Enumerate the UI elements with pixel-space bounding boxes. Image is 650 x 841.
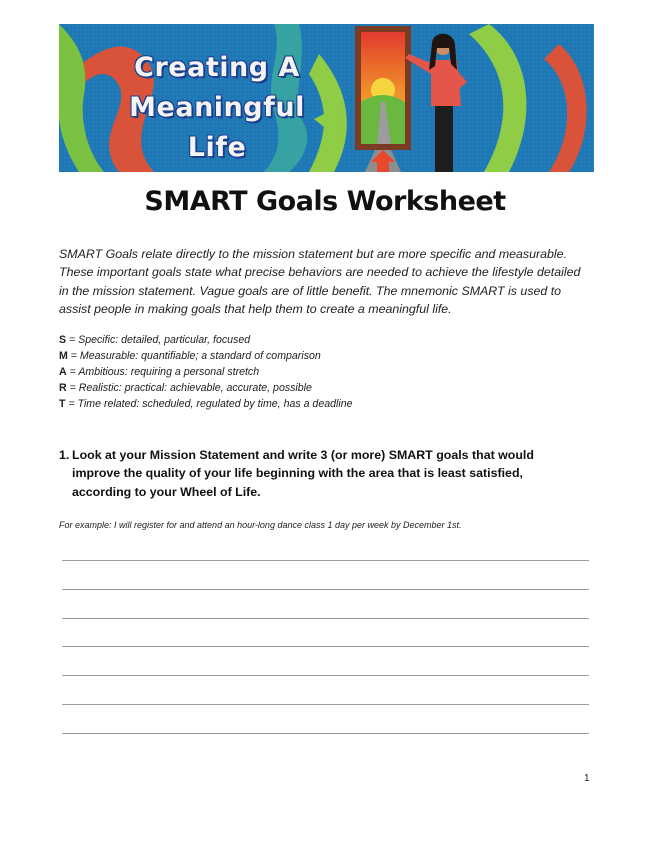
answer-line-5[interactable] (62, 675, 589, 676)
answer-line-6[interactable] (62, 704, 589, 705)
smart-letter: A (59, 366, 67, 378)
smart-item-m (59, 348, 599, 364)
intro-paragraph: SMART Goals relate directly to the mission statement but are more specific and measurable. These important goals state what precise behaviors are needed to achieve the lifestyle detailed in the mission statement. Vague goals are of little benefit. The mnemonic SMART is used to assist people in making goals that help them to create a meaningful life. (59, 247, 581, 316)
banner-title-line1: Creating A (134, 52, 300, 83)
smart-text: = Time related: scheduled, regulated by time, has a deadline (68, 398, 353, 410)
answer-line-2[interactable] (62, 589, 589, 590)
smart-text: = Ambitious: requiring a personal stretch (69, 366, 260, 378)
smart-definitions (59, 332, 599, 412)
smart-item-t (59, 396, 599, 412)
header-banner (59, 24, 594, 172)
smart-item-r (59, 380, 599, 396)
answer-lines (62, 560, 589, 762)
banner-title (97, 48, 337, 168)
woman-legs (435, 104, 453, 172)
smart-letter: M (59, 350, 68, 362)
smart-item-s (59, 332, 599, 348)
answer-line-1[interactable] (62, 560, 589, 561)
smart-text: = Realistic: practical: achievable, accurate, possible (69, 382, 312, 394)
page-title: SMART Goals Worksheet (144, 186, 506, 217)
question-1 (59, 446, 579, 501)
smart-item-a (59, 364, 599, 380)
smart-letter: S (59, 334, 67, 346)
smart-text: = Measurable: quantifiable; a standard of comparison (70, 350, 321, 362)
example-text: For example: I will register for and attend an hour-long dance class 1 day per week by December 1st. (59, 520, 462, 530)
page-number: 1 (584, 773, 590, 784)
smart-text: = Specific: detailed, particular, focused (69, 334, 251, 346)
answer-line-7[interactable] (62, 733, 589, 734)
answer-line-3[interactable] (62, 618, 589, 619)
answer-line-4[interactable] (62, 646, 589, 647)
smart-letter: R (59, 382, 67, 394)
question-text: Look at your Mission Statement and write 3 (or more) SMART goals that would improve the quality of your life beginning with the area that is least satisfied, according to your Wheel of Life. (72, 448, 534, 499)
question-number: 1. (59, 448, 70, 462)
banner-title-line2: Meaningful Life (129, 92, 305, 163)
smart-letter: T (59, 398, 66, 410)
